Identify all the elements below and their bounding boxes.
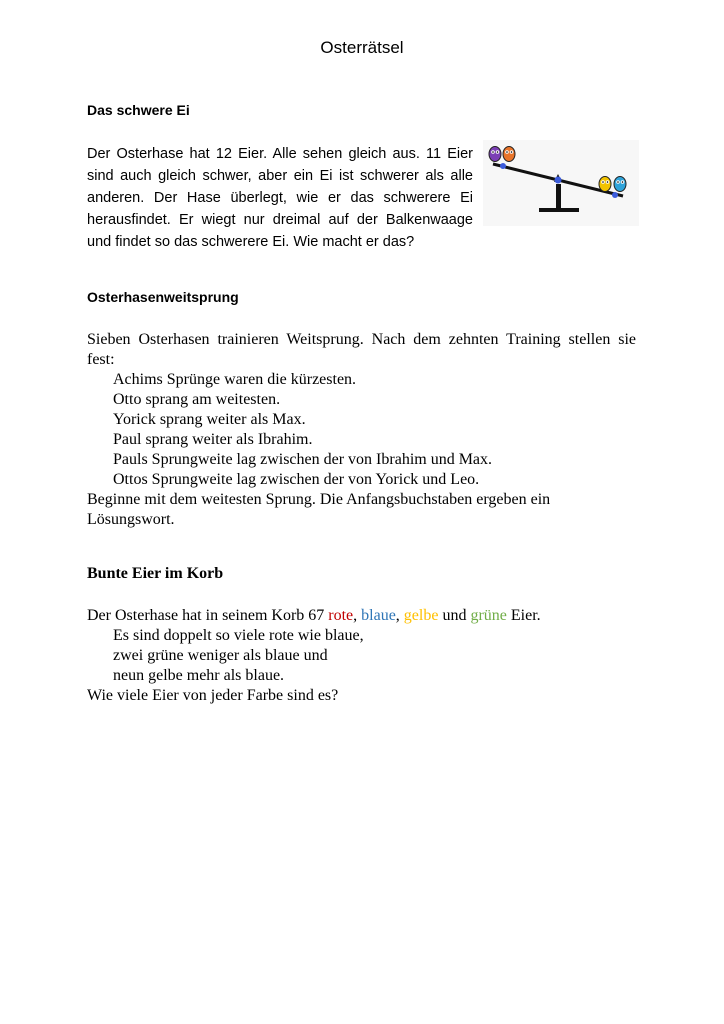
paragraph-line: Der Osterhase hat 12 Eier. Alle sehen gleich aus. 11 Eier	[87, 146, 473, 162]
section2-intro-line: Sieben Osterhasen trainieren Weitsprung. Nach dem zehnten Training stellen sie	[87, 331, 636, 348]
conjunction: und	[438, 607, 471, 624]
list-item: neun gelbe mehr als blaue.	[113, 667, 285, 684]
balance-scale-with-eggs-icon	[483, 140, 639, 226]
section-heading-bunte-eier-im-korb: Bunte Eier im Korb	[87, 565, 224, 582]
page-title: Osterrätsel	[320, 38, 404, 57]
list-item: Es sind doppelt so viele rote wie blaue,	[113, 627, 364, 644]
separator: ,	[353, 607, 362, 624]
paragraph-line: sind auch gleich schwer, aber ein Ei ist schwerer als alle	[87, 168, 473, 184]
color-word-rot: rote	[328, 607, 354, 624]
intro-text-end: Eier.	[506, 607, 541, 624]
list-item: Pauls Sprungweite lag zwischen der von Ibrahim und Max.	[113, 451, 493, 468]
separator: ,	[395, 607, 404, 624]
egg-orange-icon	[503, 147, 515, 162]
list-item: Paul sprang weiter als Ibrahim.	[113, 431, 313, 448]
color-word-gelb: gelbe	[403, 607, 439, 624]
section3-intro-line	[87, 606, 541, 626]
color-word-gruen: grüne	[470, 607, 507, 624]
list-item: Otto sprang am weitesten.	[113, 391, 281, 408]
list-item: zwei grüne weniger als blaue und	[113, 647, 328, 664]
section-heading-das-schwere-ei: Das schwere Ei	[87, 102, 190, 118]
list-item: Achims Sprünge waren die kürzesten.	[113, 371, 357, 388]
paragraph-line: und findet so das schwerere Ei. Wie macht er das?	[87, 234, 415, 250]
egg-yellow-icon	[599, 177, 611, 192]
egg-blue-icon	[614, 177, 626, 192]
intro-text: Der Osterhase hat in seinem Korb 67	[87, 607, 329, 624]
paragraph-line: herausfindet. Er wiegt nur dreimal auf der Balkenwaage	[87, 212, 473, 228]
color-word-blau: blaue	[361, 607, 396, 624]
paragraph-line: anderen. Der Hase überlegt, wie er das schwerere Ei	[87, 190, 473, 206]
pivot-icon	[555, 177, 562, 184]
section2-intro-line: fest:	[87, 351, 115, 368]
egg-purple-icon	[489, 147, 501, 162]
list-item: Ottos Sprungweite lag zwischen der von Yorick und Leo.	[113, 471, 480, 488]
section3-question: Wie viele Eier von jeder Farbe sind es?	[87, 687, 339, 704]
section2-outro-line: Beginne mit dem weitesten Sprung. Die Anfangsbuchstaben ergeben ein	[87, 491, 551, 508]
list-item: Yorick sprang weiter als Max.	[113, 411, 306, 428]
section-heading-osterhasenweitsprung: Osterhasenweitsprung	[87, 289, 239, 305]
section2-outro-line: Lösungswort.	[87, 511, 175, 528]
